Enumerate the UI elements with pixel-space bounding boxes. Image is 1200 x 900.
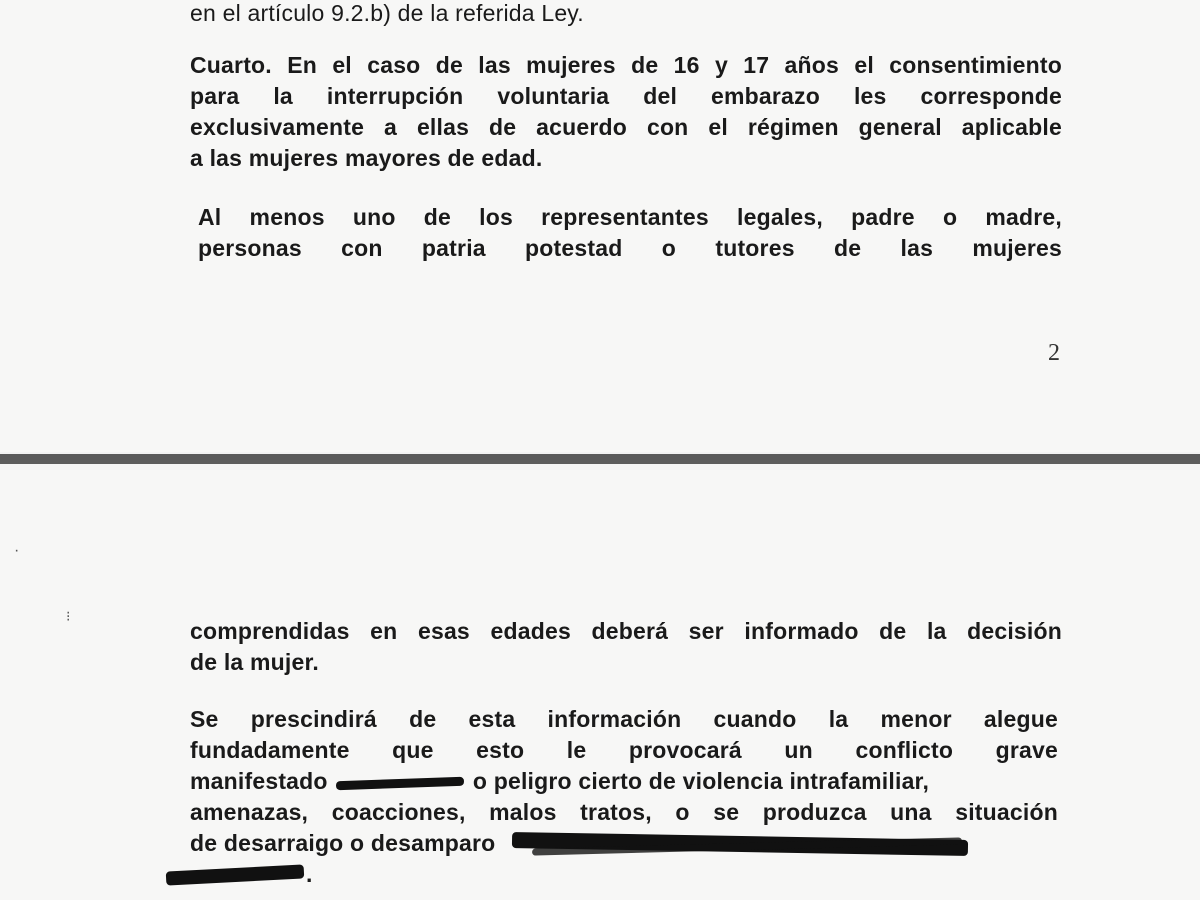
- manifestado-text: manifestado: [190, 768, 328, 794]
- representantes-line-1: Al menos uno de los representantes legales, padre o madre,: [198, 204, 1062, 230]
- peligro-text: o peligro cierto de violencia intrafamiliar,: [472, 768, 930, 794]
- cuarto-paragraph: [190, 50, 1062, 174]
- prescindira-line-4: amenazas, coacciones, malos tratos, o se produzca una situación: [190, 799, 1058, 825]
- prescindira-line-5: [190, 828, 1058, 859]
- scan-speck: ·: [14, 542, 20, 559]
- representantes-line-2: personas con patria potestad o tutores de las mujeres: [198, 235, 1062, 261]
- prescindira-paragraph: [190, 704, 1058, 890]
- cuarto-line-2: para la interrupción voluntaria del embarazo les corresponde: [190, 83, 1062, 109]
- page-separator: [0, 452, 1200, 470]
- representantes-paragraph: [198, 202, 1062, 264]
- cuarto-line-4: a las mujeres mayores de edad.: [190, 145, 543, 171]
- desarraigo-text: de desarraigo o desamparo: [190, 830, 496, 856]
- final-period: .: [306, 861, 313, 887]
- prescindira-line-1: Se prescindirá de esta información cuando la menor alegue: [190, 706, 1058, 732]
- cuarto-line-1: Cuarto. En el caso de las mujeres de 16 y 17 años el consentimiento: [190, 52, 1062, 78]
- redaction-scribble: [166, 864, 306, 888]
- separator-bar: [0, 454, 1200, 464]
- prescindira-line-6: [166, 859, 1058, 890]
- comprendidas-line-2: de la mujer.: [190, 649, 319, 675]
- cuarto-line-3: exclusivamente a ellas de acuerdo con el régimen general aplicable: [190, 114, 1062, 140]
- redaction-scribble: [334, 773, 466, 793]
- comprendidas-paragraph: [190, 616, 1062, 678]
- fragment-paragraph: [190, 0, 1062, 29]
- fragment-line: en el artículo 9.2.b) de la referida Ley.: [190, 0, 584, 26]
- prescindira-line-3: [190, 766, 1058, 797]
- comprendidas-line-1: comprendidas en esas edades deberá ser informado de la decisión: [190, 618, 1062, 644]
- scan-speck: ⁝: [66, 608, 71, 624]
- page-number: 2: [1048, 340, 1060, 366]
- redaction-scribble: [502, 833, 970, 857]
- document-page-bottom: [0, 470, 1200, 900]
- prescindira-line-2: fundadamente que esto le provocará un conflicto grave: [190, 737, 1058, 763]
